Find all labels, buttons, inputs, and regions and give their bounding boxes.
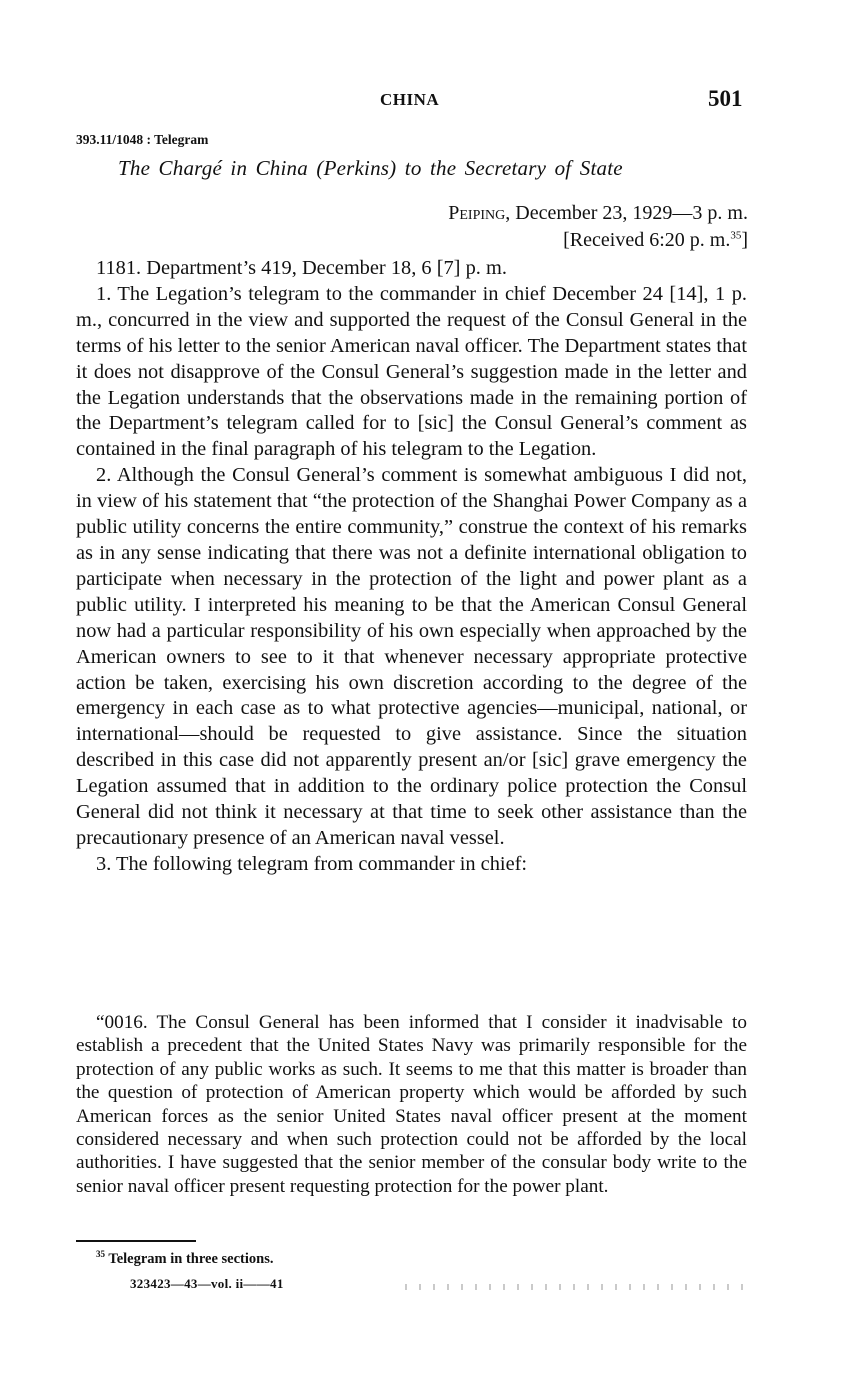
telegram-body xyxy=(76,256,747,878)
document-title: The Chargé in China (Perkins) to the Secretary of State xyxy=(118,156,623,180)
printer-line: 323423—43—vol. ii——41 xyxy=(130,1276,284,1291)
dateline xyxy=(448,200,748,254)
footnote xyxy=(96,1249,274,1268)
dateline-date: December 23, 1929—3 p. m. xyxy=(515,202,748,224)
footnote-ref: 35 xyxy=(730,229,742,242)
file-number: 393.11/1048 : Telegram xyxy=(76,132,209,147)
quoted-telegram: “0016. The Consul General has been informed that I consider it inadvisable to establish a precedent that the United States Navy was primarily responsible for the protection of any public works as such. It seems to me that this matter is broader than the question of protection of American property which would be afforded by such American forces as the senior United States naval officer present at the moment considered necessary and when such protection could not be afforded by the local authorities. I have suggested that the senior member of the consular body write to the senior naval officer present requesting protection for the power plant. xyxy=(76,1012,747,1197)
print-specks xyxy=(405,1284,755,1290)
footnote-mark: 35 xyxy=(96,1249,105,1259)
received-close: ] xyxy=(741,229,748,251)
paragraph-3: 3. The following telegram from commander in chief: xyxy=(96,852,528,875)
paragraph-reference: 1181. Department’s 419, December 18, 6 [7] p. m. xyxy=(96,257,507,279)
footnote-text: Telegram in three sections. xyxy=(108,1250,274,1267)
running-head xyxy=(0,86,855,116)
page-number: 501 xyxy=(708,86,743,111)
dateline-received xyxy=(448,227,748,254)
received-text: [Received 6:20 p. m. xyxy=(563,229,731,251)
dateline-sent xyxy=(448,200,748,227)
footnote-rule xyxy=(76,1240,196,1242)
running-title: CHINA xyxy=(380,90,440,109)
dateline-place: Peiping, xyxy=(448,202,511,224)
paragraph-1: 1. The Legation’s telegram to the commander in chief December 24 [14], 1 p. m., concurred in the view and supported the request of the Consul General in the terms of his letter to the senior American naval officer. The Department states that it does not disapprove of the Consul General’s suggestion made in the letter and the Legation understands that the observations made in the remaining portion of the Department’s telegram called for to [sic] the Consul General’s comment as contained in the final paragraph of his telegram to the Legation. xyxy=(76,282,747,461)
paragraph-2: 2. Although the Consul General’s comment is somewhat ambiguous I did not, in view of his statement that “the protection of the Shanghai Power Company as a public utility concerns the entire community,” construe the context of his remarks as in any sense indicating that there was not a definite international obligation to participate when necessary in the protection of the light and power plant as a public utility. I interpreted his meaning to be that the American Consul General now had a particular responsibility of his own especially when approached by the American owners to see to it that whenever necessary appropriate protective action be taken, exercising his own discretion according to the degree of the emergency in each case as to what protective agencies—municipal, national, or international—should be requested to give assistance. Since the situation described in this case did not apparently present an/or [sic] grave emergency the Legation assumed that in addition to the ordinary police protection the Consul General did not think it necessary at that time to seek other assistance than the precautionary presence of an American naval vessel. xyxy=(76,464,747,849)
